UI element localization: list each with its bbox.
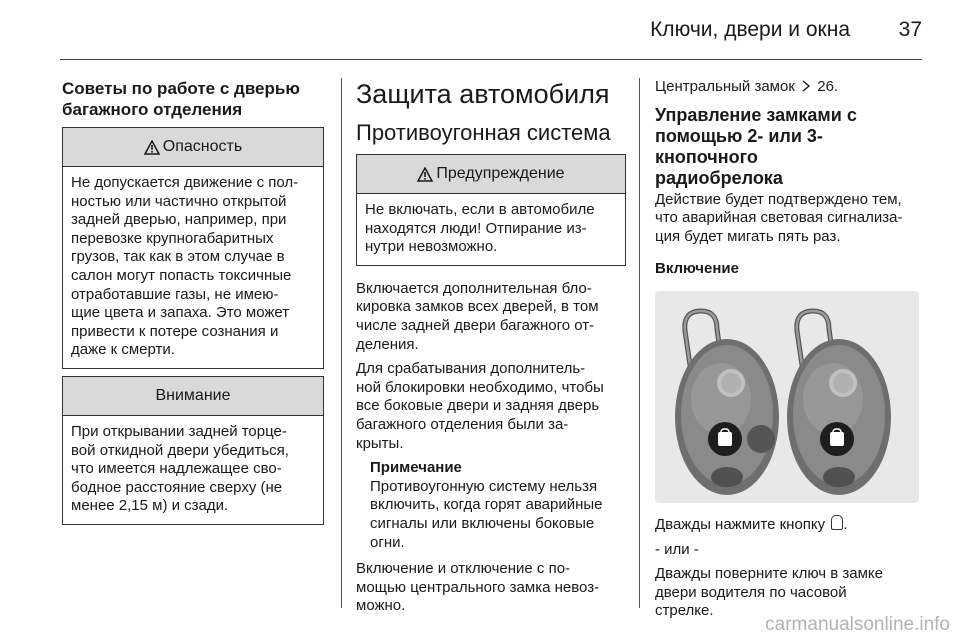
watermark: carmanualsonline.info <box>765 614 950 635</box>
middle-column <box>356 78 626 622</box>
left-column <box>62 78 324 525</box>
danger-box-body: Не допускается движение с пол- ностью или частично открытой задней дверью, например, при перевозке крупногабаритных грузов, так как в этом случае в салон могут попасть токсичные отработавшие газы, не имею- щие цвета и запаха. Это может привести к потере сознания и даже к смерти. <box>71 174 299 359</box>
central-lock-reference: Центральный замок 26. <box>655 78 839 95</box>
hazard-confirmation-text: Действие будет подтверждено тем, что аварийная световая сигнализа- ция будет мигать пять раз. <box>655 190 903 245</box>
header-rule <box>60 59 922 60</box>
warning-triangle-icon <box>144 140 160 155</box>
reference-page-link[interactable]: 26. <box>817 78 839 95</box>
right-column <box>655 78 923 627</box>
note-title: Примечание <box>370 459 462 477</box>
caution-box <box>62 376 324 525</box>
danger-box-title: Опасность <box>162 138 243 155</box>
tailgate-tips-heading: Советы по работе с дверью багажного отделения <box>62 79 300 119</box>
key-fob-right <box>787 311 891 495</box>
or-separator: - или - <box>655 540 699 558</box>
warning-triangle-icon <box>417 167 433 182</box>
page-reference-arrow-icon <box>801 80 811 92</box>
caution-box-header <box>63 377 323 416</box>
remote-keys-figure <box>655 291 919 503</box>
turn-key-instruction: Дважды поверните ключ в замке двери водителя по часовой стрелке. <box>655 565 883 620</box>
paragraph-activation-conditions: Для срабатывания дополнитель- ной блокировки необходимо, чтобы все боковые двери и задняя дверь багажного отделения были за- крыты. <box>356 360 604 452</box>
caution-box-body: При открывании задней торце- вой откидной двери убедиться, что имеется надлежащее сво- бодное расстояние сверху (не менее 2,15 м) и сзади. <box>71 422 289 515</box>
danger-box <box>62 127 324 369</box>
warning-box-title: Предупреждение <box>436 165 565 182</box>
danger-box-header <box>63 128 323 167</box>
remote-control-heading: Управление замками с помощью 2- или 3-кнопочного радиобрелока <box>655 104 857 188</box>
section-title: Защита автомобиля <box>356 79 610 109</box>
column-divider-left <box>341 78 342 608</box>
note-body: Противоугонную систему нельзя включить, когда горят аварийные сигналы или включены боковые огни. <box>370 477 603 551</box>
page-number: 37 <box>898 18 922 41</box>
caution-box-title: Внимание <box>155 386 231 404</box>
lock-button-icon <box>831 515 843 530</box>
warning-box <box>356 154 626 266</box>
warning-box-header <box>357 155 625 194</box>
key-fob-left <box>675 311 779 495</box>
paragraph-central-lock-note: Включение и отключение с по- мощью центрального замка невоз- можно. <box>356 560 600 615</box>
running-header-title: Ключи, двери и окна <box>650 18 850 41</box>
press-button-instruction: Дважды нажмите кнопку . <box>655 515 848 533</box>
remote-keys-illustration <box>655 291 919 503</box>
warning-box-body: Не включать, если в автомобиле находятся люди! Отпирание из- нутри невозможно. <box>365 201 595 256</box>
enable-label: Включение <box>655 260 739 278</box>
section-subtitle: Противоугонная система <box>356 120 611 145</box>
column-divider-right <box>639 78 640 608</box>
note-block <box>356 459 626 552</box>
paragraph-extra-locking: Включается дополнительная бло- кировка замков всех дверей, в том числе задней двери багажного от- деления. <box>356 279 599 353</box>
